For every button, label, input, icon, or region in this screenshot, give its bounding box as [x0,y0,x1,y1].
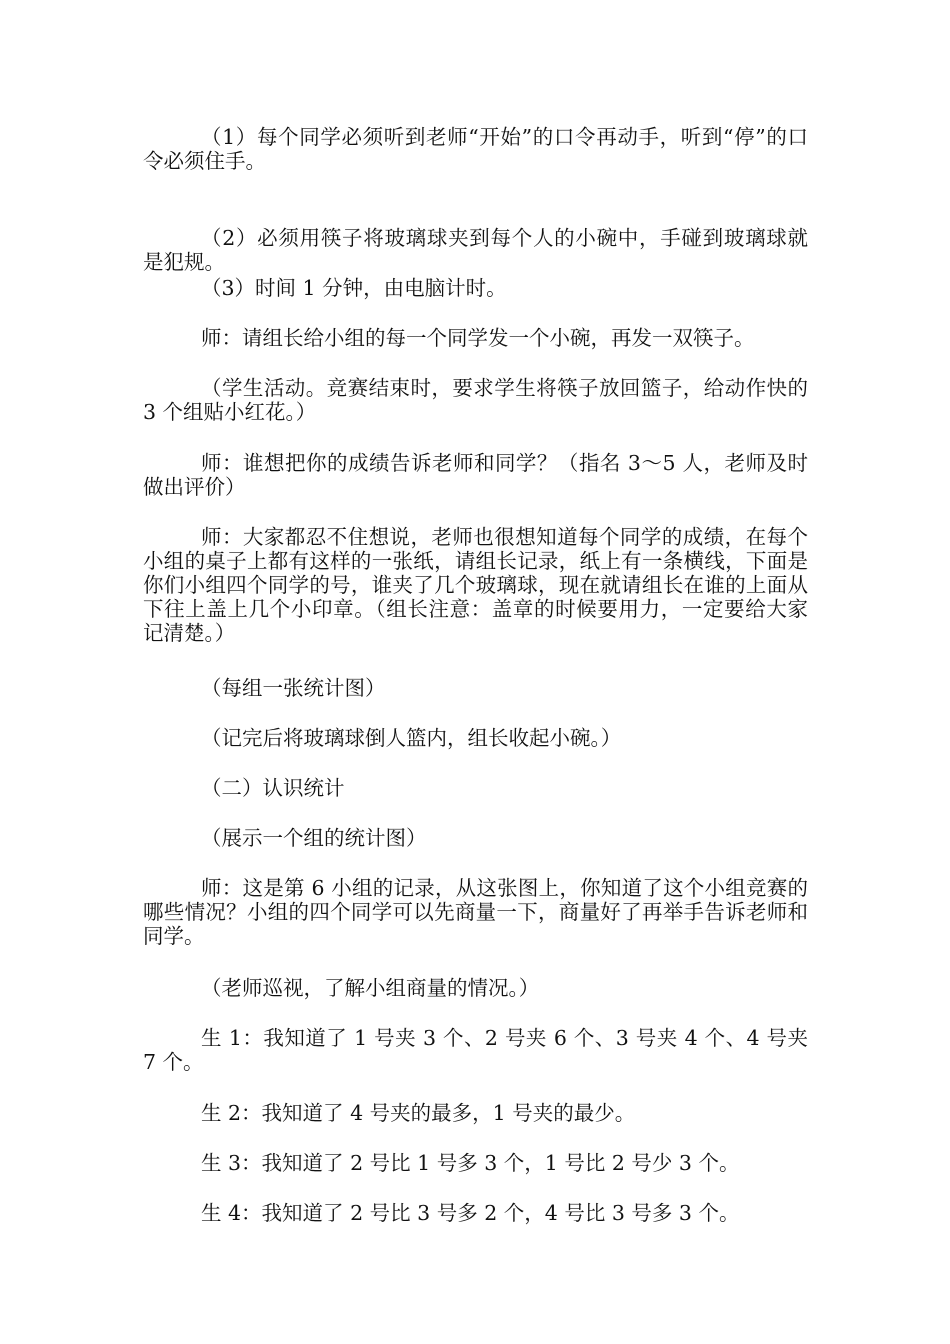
section-heading-statistics: （二）认识统计 [201,776,345,800]
paragraph-teacher-record: 师：大家都忍不住想说，老师也很想知道每个同学的成绩，在每个小组的桌子上都有这样的一张纸，请组长记录，纸上有一条横线，下面是你们小组四个同学的号，谁夹了几个玻璃球，现在就请组长在谁的上面从下往上盖上几个小印章。（组长注意：盖章的时候要用力，一定要给大家记清楚。） [143,525,808,645]
paragraph-student-1: 生 1：我知道了 1 号夹 3 个、2 号夹 6 个、3 号夹 4 个、4 号夹 7 个。 [143,1026,808,1074]
paragraph-rule-2: （2）必须用筷子将玻璃球夹到每个人的小碗中，手碰到玻璃球就是犯规。 [143,226,808,274]
paragraph-collect-bowls: （记完后将玻璃球倒人篮内，组长收起小碗。） [201,726,622,750]
paragraph-student-3: 生 3：我知道了 2 号比 1 号多 3 个，1 号比 2 号少 3 个。 [201,1151,740,1175]
paragraph-teacher-tour: （老师巡视，了解小组商量的情况。） [201,976,540,1000]
paragraph-rule-3: （3）时间 1 分钟，由电脑计时。 [201,276,507,300]
paragraph-chart-per-group: （每组一张统计图） [201,676,386,700]
paragraph-teacher-bowls: 师：请组长给小组的每一个同学发一个小碗，再发一双筷子。 [201,326,755,350]
paragraph-student-4: 生 4：我知道了 2 号比 3 号多 2 个，4 号比 3 号多 3 个。 [201,1201,740,1225]
document-page [143,0,808,1344]
paragraph-teacher-scores: 师：谁想把你的成绩告诉老师和同学？（指名 3～5 人，老师及时做出评价） [143,451,808,499]
paragraph-student-2: 生 2：我知道了 4 号夹的最多，1 号夹的最少。 [201,1101,636,1125]
paragraph-teacher-group6: 师：这是第 6 小组的记录，从这张图上，你知道了这个小组竞赛的哪些情况？小组的四个同学可以先商量一下，商量好了再举手告诉老师和同学。 [143,876,808,948]
paragraph-rule-1: （1）每个同学必须听到老师“开始”的口令再动手，听到“停”的口令必须住手。 [143,125,808,173]
paragraph-student-activity: （学生活动。竞赛结束时，要求学生将筷子放回篮子，给动作快的 3 个组贴小红花。） [143,376,808,424]
paragraph-show-chart: （展示一个组的统计图） [201,826,427,850]
